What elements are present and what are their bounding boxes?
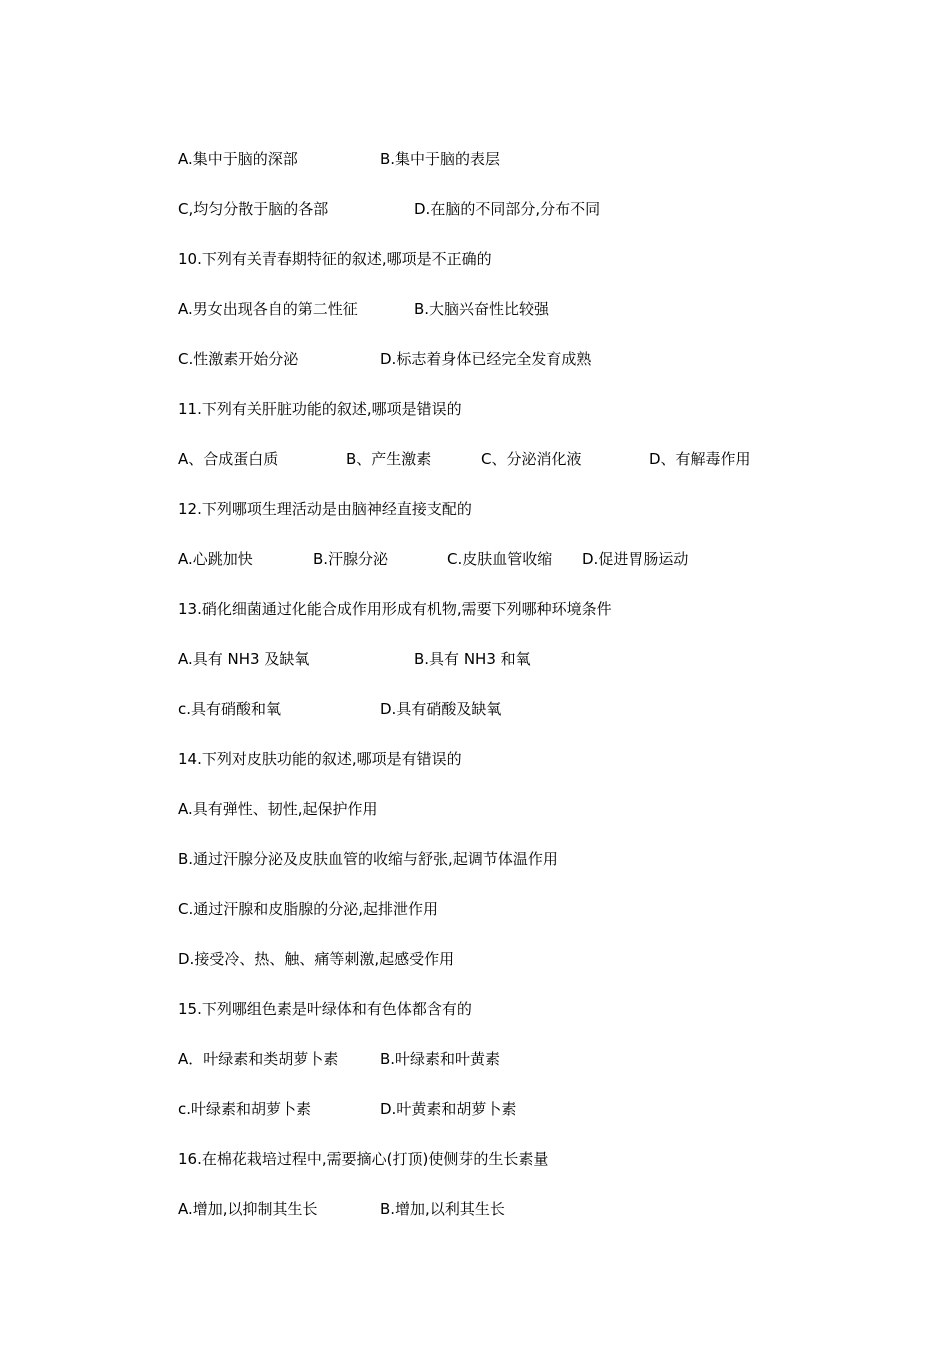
option-d: D.叶黄素和胡萝卜素 xyxy=(380,1100,517,1118)
option-line xyxy=(178,147,878,171)
option-d: D.促进胃肠运动 xyxy=(582,550,689,568)
question-text: 14.下列对皮肤功能的叙述,哪项是有错误的 xyxy=(178,750,462,768)
option-line xyxy=(178,797,878,821)
option-c: c.具有硝酸和氧 xyxy=(178,700,282,718)
option-a: A.集中于脑的深部 xyxy=(178,150,298,168)
option-a: A．叶绿素和类胡萝卜素 xyxy=(178,1050,339,1068)
option-c: c.叶绿素和胡萝卜素 xyxy=(178,1100,312,1118)
question-text: 15.下列哪组色素是叶绿体和有色体都含有的 xyxy=(178,1000,472,1018)
option-line xyxy=(178,547,878,571)
option-line xyxy=(178,1197,878,1221)
question-text: 10.下列有关青春期特征的叙述,哪项是不正确的 xyxy=(178,250,492,268)
question-14 xyxy=(178,747,878,771)
option-a: A、合成蛋白质 xyxy=(178,450,279,468)
option-c: C、分泌消化液 xyxy=(481,450,582,468)
question-text: 16.在棉花栽培过程中,需要摘心(打顶)使侧芽的生长素量 xyxy=(178,1150,549,1168)
question-16 xyxy=(178,1147,878,1171)
option-line xyxy=(178,447,878,471)
option-d: D.具有硝酸及缺氧 xyxy=(380,700,502,718)
option-c: C,均匀分散于脑的各部 xyxy=(178,200,329,218)
option-b: B.具有 NH3 和氧 xyxy=(414,650,531,668)
option-d: D.标志着身体已经完全发育成熟 xyxy=(380,350,592,368)
option-line xyxy=(178,947,878,971)
question-text: 11.下列有关肝脏功能的叙述,哪项是错误的 xyxy=(178,400,462,418)
question-text: 12.下列哪项生理活动是由脑神经直接支配的 xyxy=(178,500,472,518)
option-line xyxy=(178,197,878,221)
option-line xyxy=(178,1047,878,1071)
option-d: D.在脑的不同部分,分布不同 xyxy=(414,200,601,218)
option-b: B、产生激素 xyxy=(346,450,432,468)
option-line xyxy=(178,847,878,871)
option-d: D.接受冷、热、触、痛等刺激,起感受作用 xyxy=(178,950,455,968)
question-11 xyxy=(178,397,878,421)
option-a: A.具有弹性、韧性,起保护作用 xyxy=(178,800,378,818)
option-line xyxy=(178,347,878,371)
question-12 xyxy=(178,497,878,521)
option-line xyxy=(178,897,878,921)
option-c: C.通过汗腺和皮脂腺的分泌,起排泄作用 xyxy=(178,900,439,918)
option-b: B.通过汗腺分泌及皮肤血管的收缩与舒张,起调节体温作用 xyxy=(178,850,558,868)
option-b: B.增加,以利其生长 xyxy=(380,1200,505,1218)
option-d: D、有解毒作用 xyxy=(649,450,751,468)
question-text: 13.硝化细菌通过化能合成作用形成有机物,需要下列哪种环境条件 xyxy=(178,600,612,618)
question-10 xyxy=(178,247,878,271)
option-line xyxy=(178,297,878,321)
option-c: C.性激素开始分泌 xyxy=(178,350,299,368)
option-a: A.具有 NH3 及缺氧 xyxy=(178,650,310,668)
question-15 xyxy=(178,997,878,1021)
option-a: A.心跳加快 xyxy=(178,550,253,568)
option-line xyxy=(178,697,878,721)
option-b: B.集中于脑的表层 xyxy=(380,150,501,168)
option-c: C.皮肤血管收缩 xyxy=(447,550,553,568)
option-b: B.大脑兴奋性比较强 xyxy=(414,300,550,318)
option-a: A.男女出现各自的第二性征 xyxy=(178,300,358,318)
option-line xyxy=(178,647,878,671)
option-line xyxy=(178,1097,878,1121)
option-b: B.叶绿素和叶黄素 xyxy=(380,1050,501,1068)
option-a: A.增加,以抑制其生长 xyxy=(178,1200,318,1218)
option-b: B.汗腺分泌 xyxy=(313,550,389,568)
question-13 xyxy=(178,597,878,621)
